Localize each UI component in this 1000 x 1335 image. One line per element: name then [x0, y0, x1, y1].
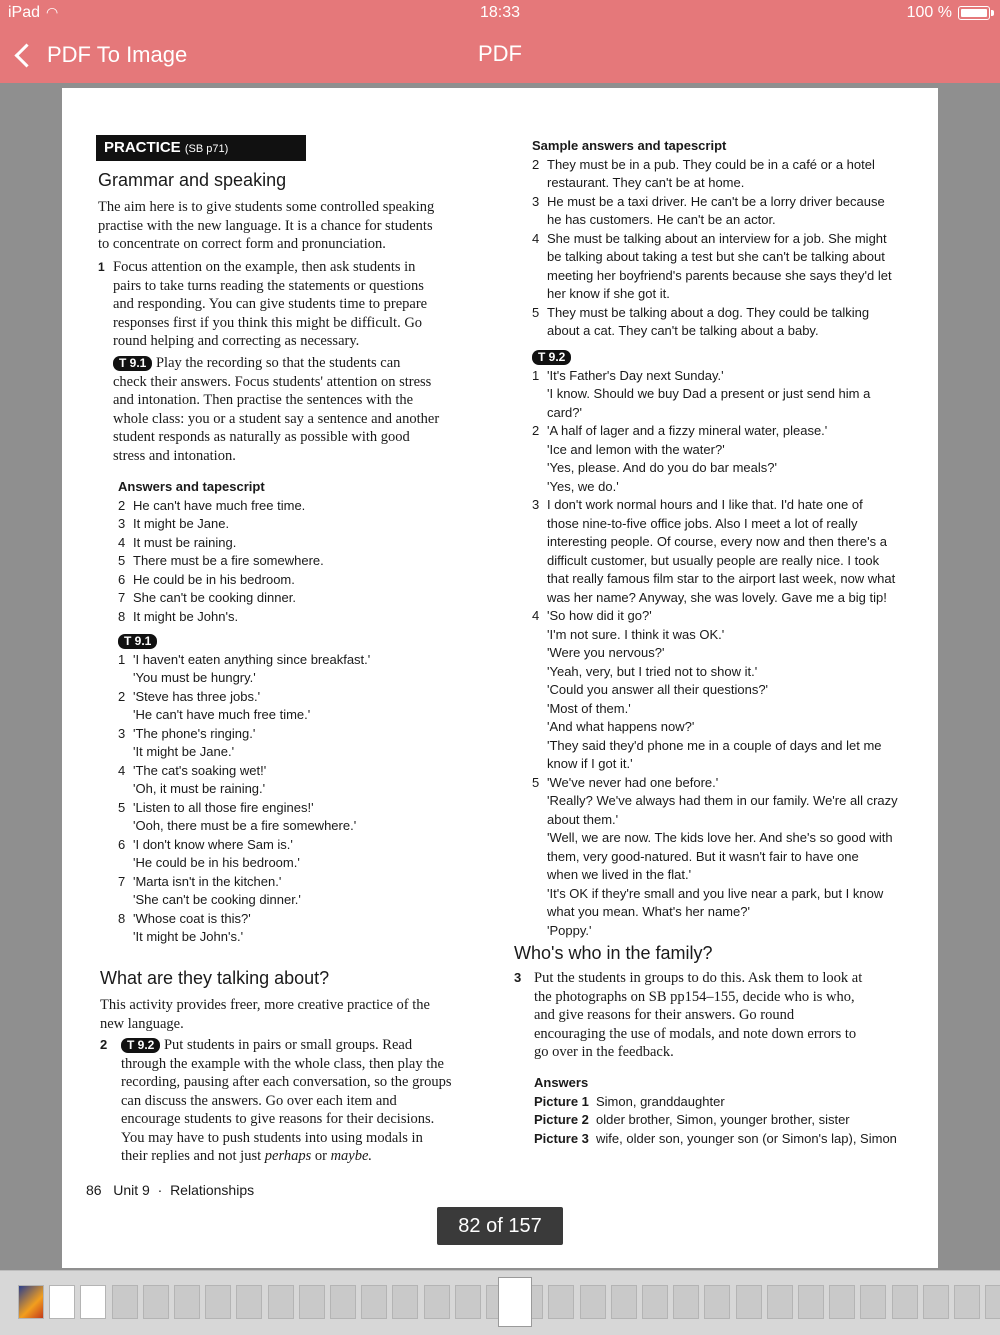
- list-item: 4 It must be raining.: [118, 534, 237, 550]
- page-thumbnail[interactable]: [49, 1285, 75, 1319]
- text-line: 'Oh, it must be raining.': [133, 781, 266, 796]
- list-item: 7 'Marta isn't in the kitchen.': [118, 873, 282, 889]
- text-line: 'It's OK if they're small and you live near a park, but I know: [547, 885, 884, 901]
- page-thumbnail[interactable]: [268, 1285, 294, 1319]
- text-line: those nine-to-five office jobs. Also I meet a lot of really: [547, 515, 858, 531]
- text-line: 'Well, we are now. The kids love her. And she's so good with: [547, 830, 893, 845]
- list-item: Picture 1 Simon, granddaughter: [534, 1093, 725, 1109]
- text-line: to concentrate on correct form and pronunciation.: [98, 236, 386, 252]
- text-line: that really famous film star to the airport last week, now what: [547, 571, 896, 586]
- thumbnail-strip[interactable]: [0, 1270, 1000, 1335]
- text-line: pairs to take turns reading the statements or questions: [113, 277, 424, 294]
- list-item: 8 It might be John's.: [118, 608, 239, 624]
- text-line: 'He can't have much free time.': [133, 707, 311, 722]
- text-line: 'Yes, we do.': [547, 478, 619, 494]
- page-thumbnail[interactable]: [455, 1285, 481, 1319]
- tapescript-92: T 9.2 1 'It's Father's Day next Sunday.' 'I know. Should we buy Dad a present or just send him a card?' 2 'A half of lager and a fizzy mineral water, please.' 'Ice and lemon with the water?' 'Yes, please. And do you do bar meals?' 'Yes, we do.' 3 I don't work normal hours and I like that. I'd hate one of those nine-to-five office jobs. Also I meet a lot of really interesting people. Of course, every now and then there's a difficult customer, but usually people are really nice. I took that really famous film star to the airport last week, now what was her name? Anyway, she was lovely. Gave me a big tip! 4 'So how did it go?' 'I'm not sure. I think it was OK.' 'Were you nervous?' 'Yeah, very, but I tried not to show it.' 'Could you answer all their questions?' 'Most of them.' 'And what happens now?' 'They said they'd phone me in a couple of days and let me know if I got it.' 5 'We've never had one before.' 'Really? We've always had them in our family. We're all crazy about them.' 'Well, we are now. The kids love her. And she's so good with them, very good-natured. But it wasn't fair to have one when we lived in the flat.' 'It's OK if they're small and you live near a park, but I know what you mean. What's her name?' 'Poppy.': [532, 348, 902, 940]
- page-thumbnail[interactable]: [80, 1285, 106, 1319]
- page-thumbnail[interactable]: [112, 1285, 138, 1319]
- page-thumbnail[interactable]: [611, 1285, 637, 1319]
- page-thumbnail[interactable]: [580, 1285, 606, 1319]
- list-item: 6 'I don't know where Sam is.': [118, 836, 293, 852]
- recording-tag: T 9.1: [113, 356, 152, 371]
- list-item: 3 It might be Jane.: [118, 516, 230, 531]
- step-1: 1 Focus attention on the example, then ask students in pairs to take turns reading the statements or questions and responding. You can give students time to prepare responses first if you think this might be difficult. Go round helping and correcting as necessary.: [98, 258, 498, 351]
- text-line: The aim here is to give students some controlled speaking: [98, 199, 435, 215]
- practice-heading: PRACTICE (SB p71): [96, 135, 306, 161]
- page-thumbnail[interactable]: [642, 1285, 668, 1319]
- play-paragraph: [113, 354, 503, 465]
- text-line: be talking about taking a test but she can't be talking about: [547, 249, 885, 264]
- text-line: recording, pausing after each conversation, so the groups: [121, 1074, 452, 1090]
- heading-grammar: Grammar and speaking: [98, 170, 287, 190]
- page-thumbnail[interactable]: [923, 1285, 949, 1319]
- text-line: when we lived in the flat.': [547, 867, 692, 882]
- page-thumbnail[interactable]: [892, 1285, 918, 1319]
- text-line: 'Really? We've always had them in our family. We're all crazy: [547, 793, 898, 808]
- intro-paragraph: [98, 198, 498, 254]
- text-line: 3 I don't work normal hours and I like that. I'd hate one of: [532, 497, 863, 512]
- text-line: 'Poppy.': [547, 922, 592, 938]
- text-line: meeting her boyfriend's parents because she says they'd let: [547, 267, 892, 283]
- page-thumbnail[interactable]: [143, 1285, 169, 1319]
- text-line: whole class: you or a student say a sentence and another: [113, 410, 440, 427]
- text-line: This activity provides freer, more creative practice of the: [100, 997, 430, 1013]
- text-line: 4 'So how did it go?': [532, 608, 652, 623]
- text-line: he has customers. He can't be an actor.: [547, 212, 776, 227]
- text-line: 2 'A half of lager and a fizzy mineral water, please.': [532, 423, 828, 438]
- wifi-icon: ◠: [46, 4, 59, 20]
- text-line: 'Most of them.': [547, 700, 631, 716]
- sample-answers: Sample answers and tapescript 2 They must be in a pub. They could be in a café or a hotel restaurant. They can't be at home. 3 He must be a taxi driver. He can't be a lorry driver because he has customers. He can't be an actor. 4 She must be talking about an interview for a job. She might be talking about taking a test but she can't be talking about meeting her boyfriend's parents because she says they'd let her know if she got it. 5 They must be talking about a dog. They could be talking about a cat. They can't be talking about a baby.: [532, 137, 892, 341]
- page-indicator: 82 of 157: [437, 1207, 563, 1245]
- page-thumbnail[interactable]: [330, 1285, 356, 1319]
- status-battery: [907, 4, 990, 22]
- battery-label: 100 %: [906, 4, 952, 21]
- text-line: 'Ooh, there must be a fire somewhere.': [133, 818, 357, 833]
- list-item: Picture 2 older brother, Simon, younger brother, sister: [534, 1112, 850, 1127]
- page-thumbnail[interactable]: [954, 1285, 980, 1319]
- list-item: 1 'I haven't eaten anything since breakfast.': [118, 651, 371, 667]
- list-item: 8 'Whose coat is this?': [118, 910, 251, 926]
- text-line: You may have to push students into using modals in: [121, 1129, 423, 1146]
- page-thumbnail[interactable]: [829, 1285, 855, 1319]
- page-thumbnail[interactable]: [361, 1285, 387, 1319]
- list-item: 2 He can't have much free time.: [118, 497, 306, 513]
- text-line: 3 He must be a taxi driver. He can't be a lorry driver because: [532, 193, 885, 209]
- list-item: 4 'The cat's soaking wet!': [118, 762, 267, 778]
- text-line: T 9.1 Play the recording so that the students can: [113, 354, 503, 373]
- page-thumbnail[interactable]: [860, 1285, 886, 1319]
- text-line: difficult customer, but usually people are really nice. I took: [547, 552, 880, 568]
- text-line: 5 'We've never had one before.': [532, 774, 719, 790]
- text-line: 'She can't be cooking dinner.': [133, 892, 301, 907]
- text-line: new language.: [100, 1015, 184, 1032]
- list-item: 5 'Listen to all those fire engines!': [118, 799, 314, 815]
- text-line: 'You must be hungry.': [133, 670, 256, 685]
- text-line: stress and intonation.: [113, 447, 236, 464]
- answers-1: Answers and tapescript 2 He can't have much free time. 3 It might be Jane. 4 It must be raining. 5 There must be a fire somewhere. 6 He could be in his bedroom. 7 She can't be cooking dinner. 8 It might be John's.: [118, 478, 478, 626]
- text-line: was her name? Anyway, she was lovely. Gave me a big tip!: [547, 589, 887, 605]
- text-line: encourage students to give reasons for their decisions.: [121, 1111, 435, 1127]
- text-line: interesting people. Of course, every now and then there's a: [547, 534, 887, 549]
- text-line: 'Yeah, very, but I tried not to show it.': [547, 663, 758, 679]
- text-line: restaurant. They can't be at home.: [547, 175, 745, 190]
- text-line: about a cat. They can't be talking about a baby.: [547, 323, 819, 338]
- text-line: 1 'It's Father's Day next Sunday.': [532, 367, 724, 383]
- text-line: student responds as naturally as possible with good: [113, 429, 410, 445]
- text-line: 'Could you answer all their questions?': [547, 682, 769, 697]
- text-line: 'Yes, please. And do you do bar meals?': [547, 460, 777, 475]
- text-line: 'And what happens now?': [547, 719, 695, 734]
- text-line: 'Ice and lemon with the water?': [547, 441, 725, 457]
- status-time: 18:33: [479, 4, 521, 21]
- page-thumbnail[interactable]: [736, 1285, 762, 1319]
- heading-talking: What are they talking about?: [100, 968, 330, 988]
- list-item: 5 There must be a fire somewhere.: [118, 553, 324, 568]
- text-line: through the example with the whole class, then play the: [121, 1055, 444, 1072]
- heading-family: Who's who in the family?: [514, 943, 713, 963]
- text-line: responses first if you think this might be difficult. Go: [113, 314, 423, 331]
- text-line: know if I got it.': [547, 756, 633, 771]
- step-3: 3 Put the students in groups to do this. Ask them to look at the photographs on SB pp154–155, decide who is who, and give reasons for their answers. Go round encouraging the use of modals, and note down errors to go over in the feedback.: [514, 969, 904, 1062]
- page-footer: 86 Unit 9 · Relationships: [86, 1182, 255, 1198]
- text-line: what you mean. What's her name?': [547, 904, 750, 919]
- page-thumbnail[interactable]: [18, 1285, 44, 1319]
- text-line: and intonation. Then practise the sentences with the: [113, 392, 414, 408]
- text-line: her know if she got it.: [547, 286, 670, 301]
- page-thumbnail[interactable]: [767, 1285, 793, 1319]
- page-thumbnail[interactable]: [392, 1285, 418, 1319]
- page-thumbnail[interactable]: [548, 1285, 574, 1319]
- text-line: 'I know. Should we buy Dad a present or just send him a card?': [547, 386, 871, 420]
- text-line: Put the students in groups to do this. Ask them to look at: [534, 970, 863, 986]
- text-line: and give reasons for their answers. Go round: [534, 1007, 795, 1023]
- page-thumbnail[interactable]: [299, 1285, 325, 1319]
- text-line: go over in the feedback.: [534, 1044, 674, 1060]
- answers-2: Answers Picture 1 Simon, granddaughter Picture 2 older brother, Simon, younger brother, sister Picture 3 wife, older son, younger son (or Simon's lap), Simon: [534, 1074, 904, 1148]
- current-page-thumbnail[interactable]: [498, 1277, 532, 1327]
- battery-icon: [958, 6, 990, 20]
- text-line: the photographs on SB pp154–155, decide who is who,: [534, 988, 855, 1005]
- talk-intro: [100, 996, 500, 1033]
- page-thumbnail[interactable]: [704, 1285, 730, 1319]
- text-line: 'He could be in his bedroom.': [133, 855, 300, 870]
- text-line: 4 She must be talking about an interview for a job. She might: [532, 230, 887, 246]
- list-item: 7 She can't be cooking dinner.: [118, 590, 296, 605]
- text-line: 'I'm not sure. I think it was OK.': [547, 626, 725, 642]
- step-2: 2 T 9.2 Put students in pairs or small groups. Read through the example with the whole class, then play the recording, pausing after each conversation, so the groups can discuss the answers. Go over each item and encourage students to give reasons for their decisions. You may have to push students into using modals in their replies and not just perhaps or maybe.: [100, 1036, 520, 1166]
- text-line: check their answers. Focus students' attention on stress: [113, 373, 432, 390]
- list-item: 6 He could be in his bedroom.: [118, 571, 295, 587]
- nav-title: PDF: [478, 41, 522, 66]
- page-thumbnail[interactable]: [798, 1285, 824, 1319]
- text-line: 'It might be Jane.': [133, 744, 235, 759]
- text-line: them, very good-natured. But it wasn't fair to have one: [547, 848, 859, 864]
- page-thumbnail[interactable]: [985, 1285, 1000, 1319]
- text-line: 5 They must be talking about a dog. They could be talking: [532, 304, 870, 320]
- text-line: 'Were you nervous?': [547, 645, 665, 660]
- text-line: Focus attention on the example, then ask students in: [113, 259, 416, 275]
- navigation-bar: [0, 0, 1000, 83]
- text-line: round helping and correcting as necessary.: [113, 333, 360, 349]
- text-line: encouraging the use of modals, and note down errors to: [534, 1025, 857, 1042]
- back-label: PDF To Image: [47, 42, 188, 67]
- text-line: about them.': [547, 811, 619, 827]
- text-line: can discuss the answers. Go over each item and: [121, 1092, 397, 1109]
- tapescript-91: T 9.1 1 'I haven't eaten anything since breakfast.' 'You must be hungry.' 2 'Steve has three jobs.' 'He can't have much free time.' 3 'The phone's ringing.' 'It might be Jane.' 4 'The cat's soaking wet!' 'Oh, it must be raining.' 5 'Listen to all those fire engines!' 'Ooh, there must be a fire somewhere.' 6 'I don't know where Sam is.' 'He could be in his bedroom.' 7 'Marta isn't in the kitchen.' 'She can't be cooking dinner.' 8 'Whose coat is this?' 'It might be John's.': [118, 632, 478, 947]
- device-label: iPad: [8, 4, 41, 21]
- page-thumbnail[interactable]: [174, 1285, 200, 1319]
- text-line: practise with the new language. It is a chance for students: [98, 217, 433, 234]
- page-thumbnail[interactable]: [236, 1285, 262, 1319]
- list-item: Picture 3 wife, older son, younger son (or Simon's lap), Simon: [534, 1130, 897, 1146]
- page-thumbnail[interactable]: [673, 1285, 699, 1319]
- list-item: 2 'Steve has three jobs.': [118, 688, 261, 704]
- text-line: and responding. You can give students time to prepare: [113, 296, 428, 312]
- text-line: 2 They must be in a pub. They could be in a café or a hotel: [532, 156, 875, 172]
- page-thumbnail[interactable]: [205, 1285, 231, 1319]
- page-thumbnail[interactable]: [424, 1285, 450, 1319]
- list-item: 3 'The phone's ringing.': [118, 725, 256, 741]
- pdf-page[interactable]: [62, 88, 938, 1268]
- text-line: 'It might be John's.': [133, 929, 244, 944]
- text-line: 'They said they'd phone me in a couple of days and let me: [547, 737, 882, 753]
